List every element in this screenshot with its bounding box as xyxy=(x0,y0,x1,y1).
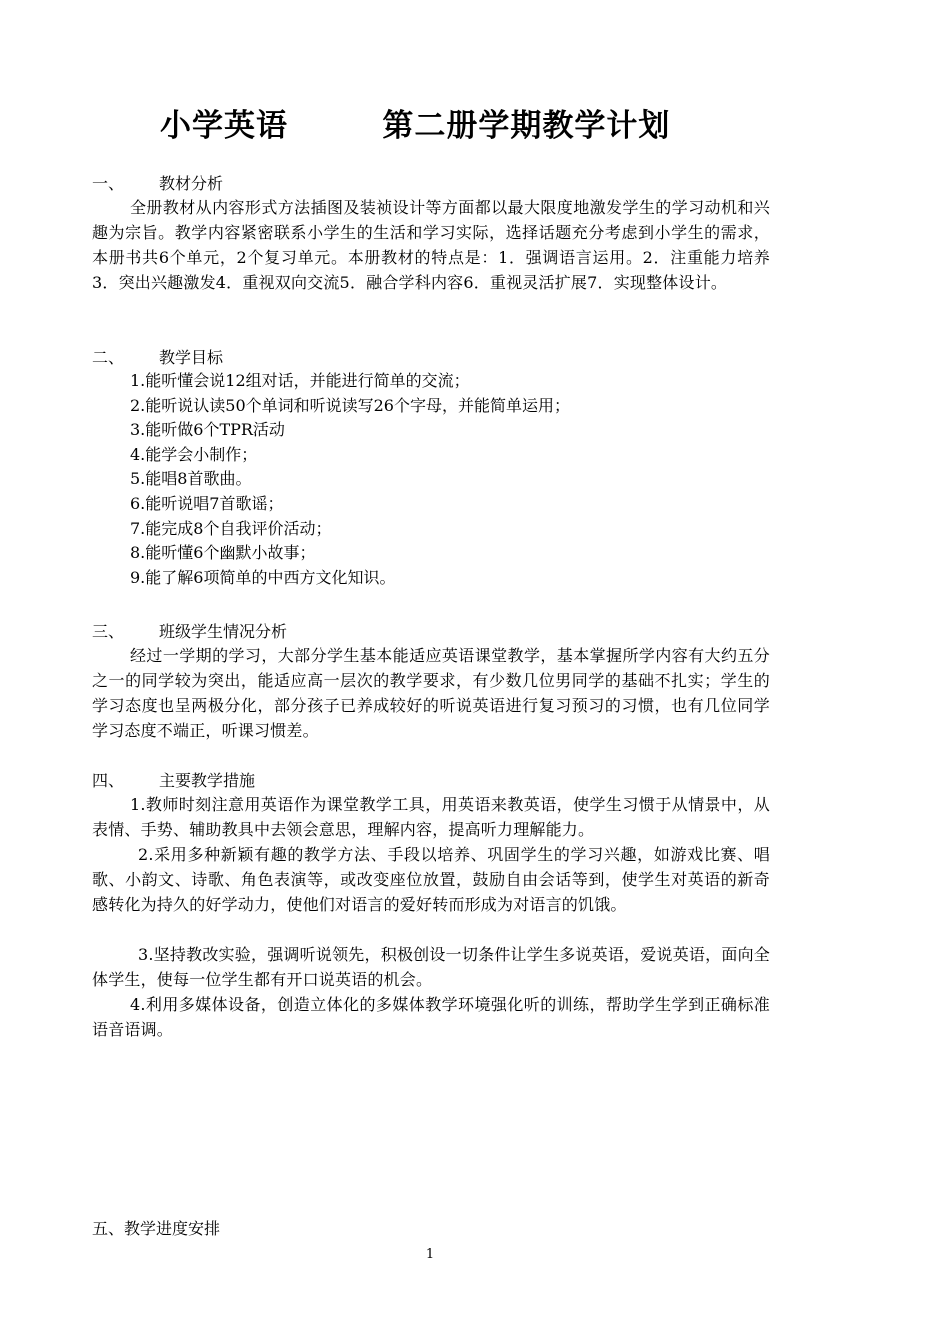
measure-item: 4.利用多媒体设备，创造立体化的多媒体教学环境强化听的训练，帮助学生学到正确标准语音语调。 xyxy=(92,995,770,1039)
section-title: 主要教学措施 xyxy=(159,771,256,790)
list-item: 2.能听说认读50个单词和听说读写26个字母，并能简单运用； xyxy=(130,395,570,415)
section-heading-4 xyxy=(92,768,255,791)
list-item: 4.能学会小制作； xyxy=(130,444,258,464)
list-item: 6.能听说唱7首歌谣； xyxy=(130,493,284,513)
page-number: 1 xyxy=(425,1247,435,1262)
list-item: 8.能听懂6个幽默小故事； xyxy=(130,543,316,563)
section-title: 教学目标 xyxy=(159,348,224,367)
list-item: 1.能听懂会说12组对话，并能进行简单的交流； xyxy=(130,371,470,390)
measure-item: 1.教师时刻注意用英语作为课堂教学工具，用英语来教英语，使学生习惯于从情景中，从表情、手势、辅助教具中去领会意思，理解内容，提高听力理解能力。 xyxy=(92,795,770,839)
section-number: 二、 xyxy=(92,348,125,367)
section-paragraph-1: 全册教材从内容形式方法插图及装祯设计等方面都以最大限度地激发学生的学习动机和兴趣为宗旨。教学内容紧密联系小学生的生活和学习实际，选择话题充分考虑到小学生的需求，本册书共6个单元，2个复习单元。本册教材的特点是：1．强调语言运用。2．注重能力培养3．突出兴趣激发4．重视双向交流5．融合学科内容6．重视灵活扩展7．实现整体设计。 xyxy=(92,198,770,292)
list-item: 7.能完成8个自我评价活动； xyxy=(130,518,332,538)
measure-item: 2.采用多种新颖有趣的教学方法、手段以培养、巩固学生的学习兴趣，如游戏比赛、唱歌、小韵文、诗歌、角色表演等，或改变座位放置，鼓励自由会话等到，使学生对英语的新奇感转化为持久的好学动力，使他们对语言的爱好转而形成为对语言的饥饿。 xyxy=(92,845,770,914)
list-item: 9.能了解6项简单的中西方文化知识。 xyxy=(130,567,396,587)
page-title: 小学英语 第二册学期教学计划 xyxy=(160,108,671,144)
section-heading-3 xyxy=(92,619,287,642)
list-item: 5.能唱8首歌曲。 xyxy=(130,469,252,489)
measure-item: 3.坚持教改实验，强调听说领先，积极创设一切条件让学生多说英语，爱说英语，面向全体学生，使每一位学生都有开口说英语的机会。 xyxy=(92,945,770,989)
section-paragraph-3: 经过一学期的学习，大部分学生基本能适应英语课堂教学，基本掌握所学内容有大约五分之一的同学较为突出，能适应高一层次的教学要求，有少数几位男同学的基础不扎实；学生的学习态度也呈两极分化，部分孩子已养成较好的听说英语进行复习预习的习惯，也有几位同学学习态度不端正，听课习惯差。 xyxy=(92,646,770,740)
section-title: 教材分析 xyxy=(159,174,224,193)
section-number: 三、 xyxy=(92,622,125,641)
section-number: 一、 xyxy=(92,174,125,193)
section-heading-2 xyxy=(92,345,223,368)
list-item: 3.能听做6个TPR活动 xyxy=(130,420,285,440)
section-heading-1 xyxy=(92,171,223,194)
objectives-list xyxy=(130,369,570,590)
section-heading-5: 五、教学进度安排 xyxy=(92,1219,221,1238)
section-title: 班级学生情况分析 xyxy=(159,622,288,641)
section-number: 四、 xyxy=(92,771,125,790)
